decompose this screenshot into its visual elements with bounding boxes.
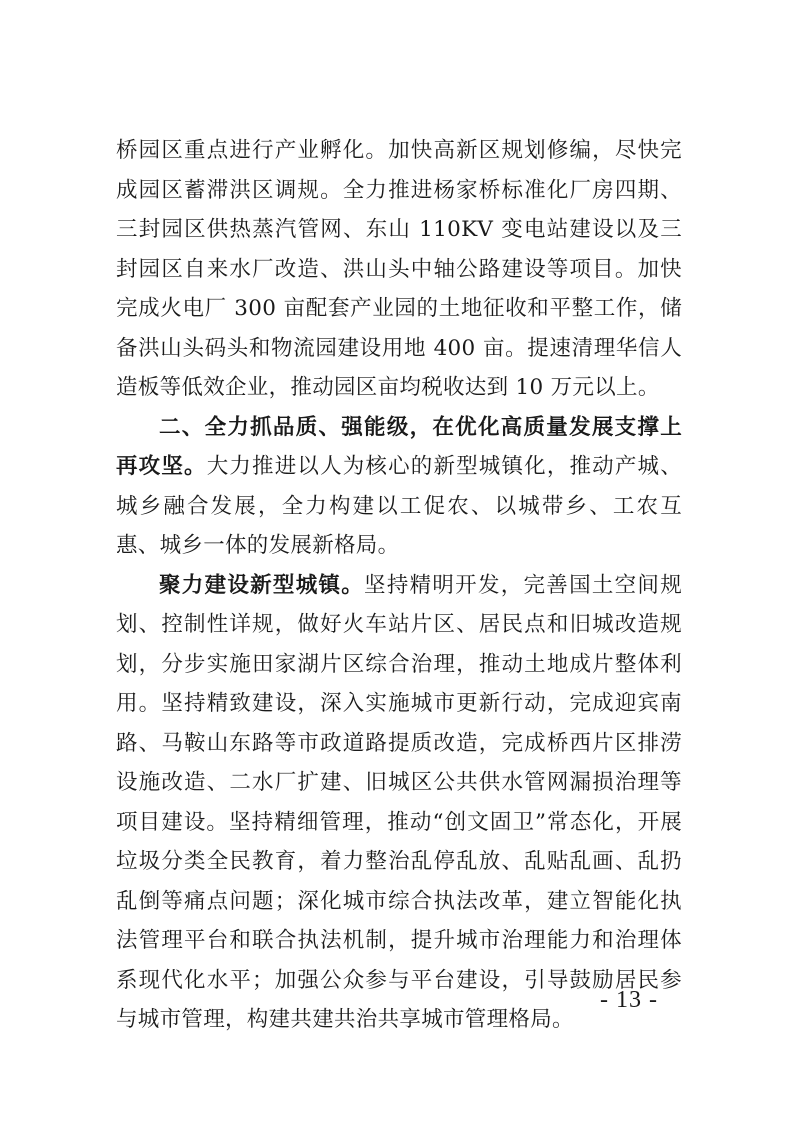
document-body [116, 131, 682, 1040]
subsection-heading: 聚力建设新型城镇。 [159, 572, 365, 598]
section-heading: 二、全力抓品质、强能级，在优化高质量发展支撑上再攻坚。 [116, 414, 682, 479]
paragraph-text: 桥园区重点进行产业孵化。加快高新区规划修编，尽快完成园区蓄滞洪区调规。全力推进杨家桥标准化厂房四期、三封园区供热蒸汽管网、东山 110KV 变电站建设以及三封园区自来水厂改造、洪山头中轴公路建设等项目。加快完成火电厂 300 亩配套产业园的土地征收和平整工作，储备洪山头码头和物流园建设用地 400 亩。提速清理华信人造板等低效企业，推动园区亩均税收达到 10 万元以上。 [116, 138, 682, 400]
page-number: - 13 - [600, 987, 658, 1013]
paragraph-text: 大力推进以人为核心的新型城镇化，推动产城、城乡融合发展，全力构建以工促农、以城带乡、工农互惠、城乡一体的发展新格局。 [116, 454, 682, 558]
paragraph-section-two [116, 408, 682, 566]
paragraph-new-urbanization [116, 566, 682, 1040]
paragraph-continuation [116, 131, 682, 408]
paragraph-text: 坚持精明开发，完善国土空间规划、控制性详规，做好火车站片区、居民点和旧城改造规划，分步实施田家湖片区综合治理，推动土地成片整体利用。坚持精致建设，深入实施城市更新行动，完成迎宾南路、马鞍山东路等市政道路提质改造，完成桥西片区排涝设施改造、二水厂扩建、旧城区公共供水管网漏损治理等项目建设。坚持精细管理，推动“创文固卫”常态化，开展垃圾分类全民教育，着力整治乱停乱放、乱贴乱画、乱扔乱倒等痛点问题；深化城市综合执法改革，建立智能化执法管理平台和联合执法机制，提升城市治理能力和治理体系现代化水平；加强公众参与平台建设，引导鼓励居民参与城市管理，构建共建共治共享城市管理格局。 [116, 572, 683, 1032]
